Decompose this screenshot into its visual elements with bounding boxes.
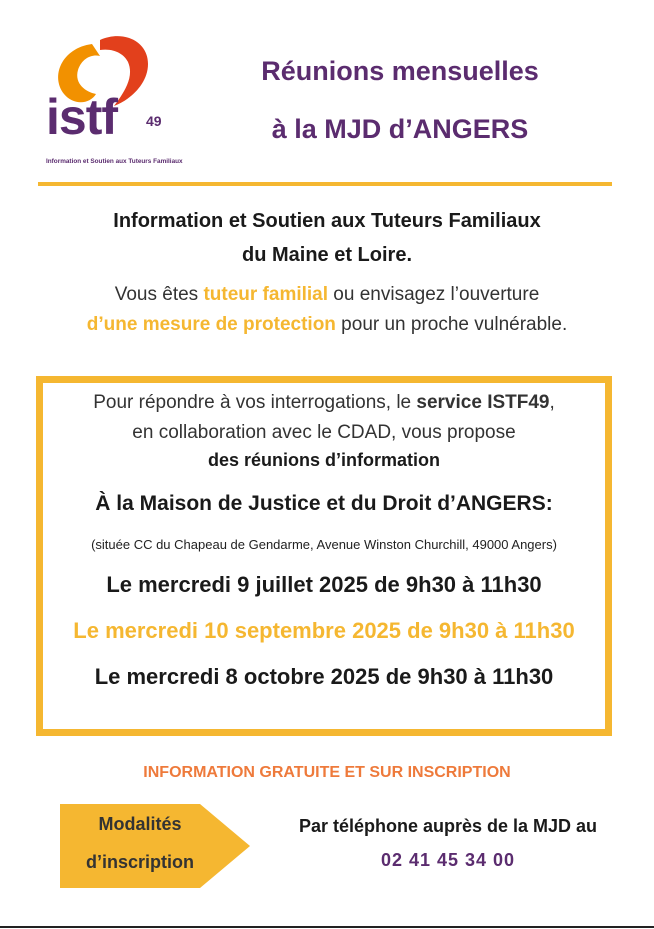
- intro-text-2: [20, 314, 634, 336]
- intro-highlight-1: tuteur familial: [203, 284, 329, 305]
- page-title-line2: à la MJD d’ANGERS: [271, 114, 529, 144]
- box-service-name: service ISTF49: [416, 392, 550, 413]
- footer-divider: [0, 926, 654, 928]
- logo-brand: istf: [46, 89, 117, 145]
- free-notice: INFORMATION GRATUITE ET SUR INSCRIPTION: [143, 764, 511, 781]
- box-text-1: [36, 392, 612, 414]
- registration-text: Par téléphone auprès de la MJD au: [298, 816, 598, 836]
- phone-number: 02 41 45 34 00: [380, 850, 516, 870]
- meeting-date-2: Le mercredi 10 septembre 2025 de 9h30 à 11h30: [73, 618, 575, 643]
- intro-text-1a: Vous êtes: [114, 284, 204, 305]
- intro-text-1: [20, 284, 634, 306]
- box-text-1a: Pour répondre à vos interrogations, le: [93, 392, 417, 413]
- logo-tagline: Information et Soutien aux Tuteurs Familiaux: [46, 158, 183, 165]
- intro-highlight-2: d’une mesure de protection: [86, 314, 336, 335]
- box-text-1c: ,: [549, 392, 555, 413]
- registration-label-2: d’inscription: [86, 852, 194, 872]
- header-divider: [38, 182, 612, 186]
- intro-heading-1: Information et Soutien aux Tuteurs Familiaux: [113, 210, 541, 232]
- box-address: (située CC du Chapeau de Gendarme, Avenue Winston Churchill, 49000 Angers): [91, 537, 557, 552]
- intro-text-2b: pour un proche vulnérable.: [335, 314, 568, 335]
- intro-heading-2: du Maine et Loire.: [241, 244, 413, 266]
- registration-label-1: Modalités: [98, 814, 182, 834]
- page-title-line1: Réunions mensuelles: [261, 56, 539, 86]
- box-text-2: en collaboration avec le CDAD, vous propose: [132, 422, 516, 443]
- meeting-date-1: Le mercredi 9 juillet 2025 de 9h30 à 11h30: [106, 572, 542, 597]
- box-place: À la Maison de Justice et du Droit d’ANGERS:: [95, 492, 553, 515]
- box-text-3: des réunions d’information: [207, 450, 440, 470]
- logo-number: 49: [146, 113, 162, 129]
- intro-text-1b: ou envisagez l’ouverture: [328, 284, 540, 305]
- meeting-date-3: Le mercredi 8 octobre 2025 de 9h30 à 11h30: [94, 664, 554, 689]
